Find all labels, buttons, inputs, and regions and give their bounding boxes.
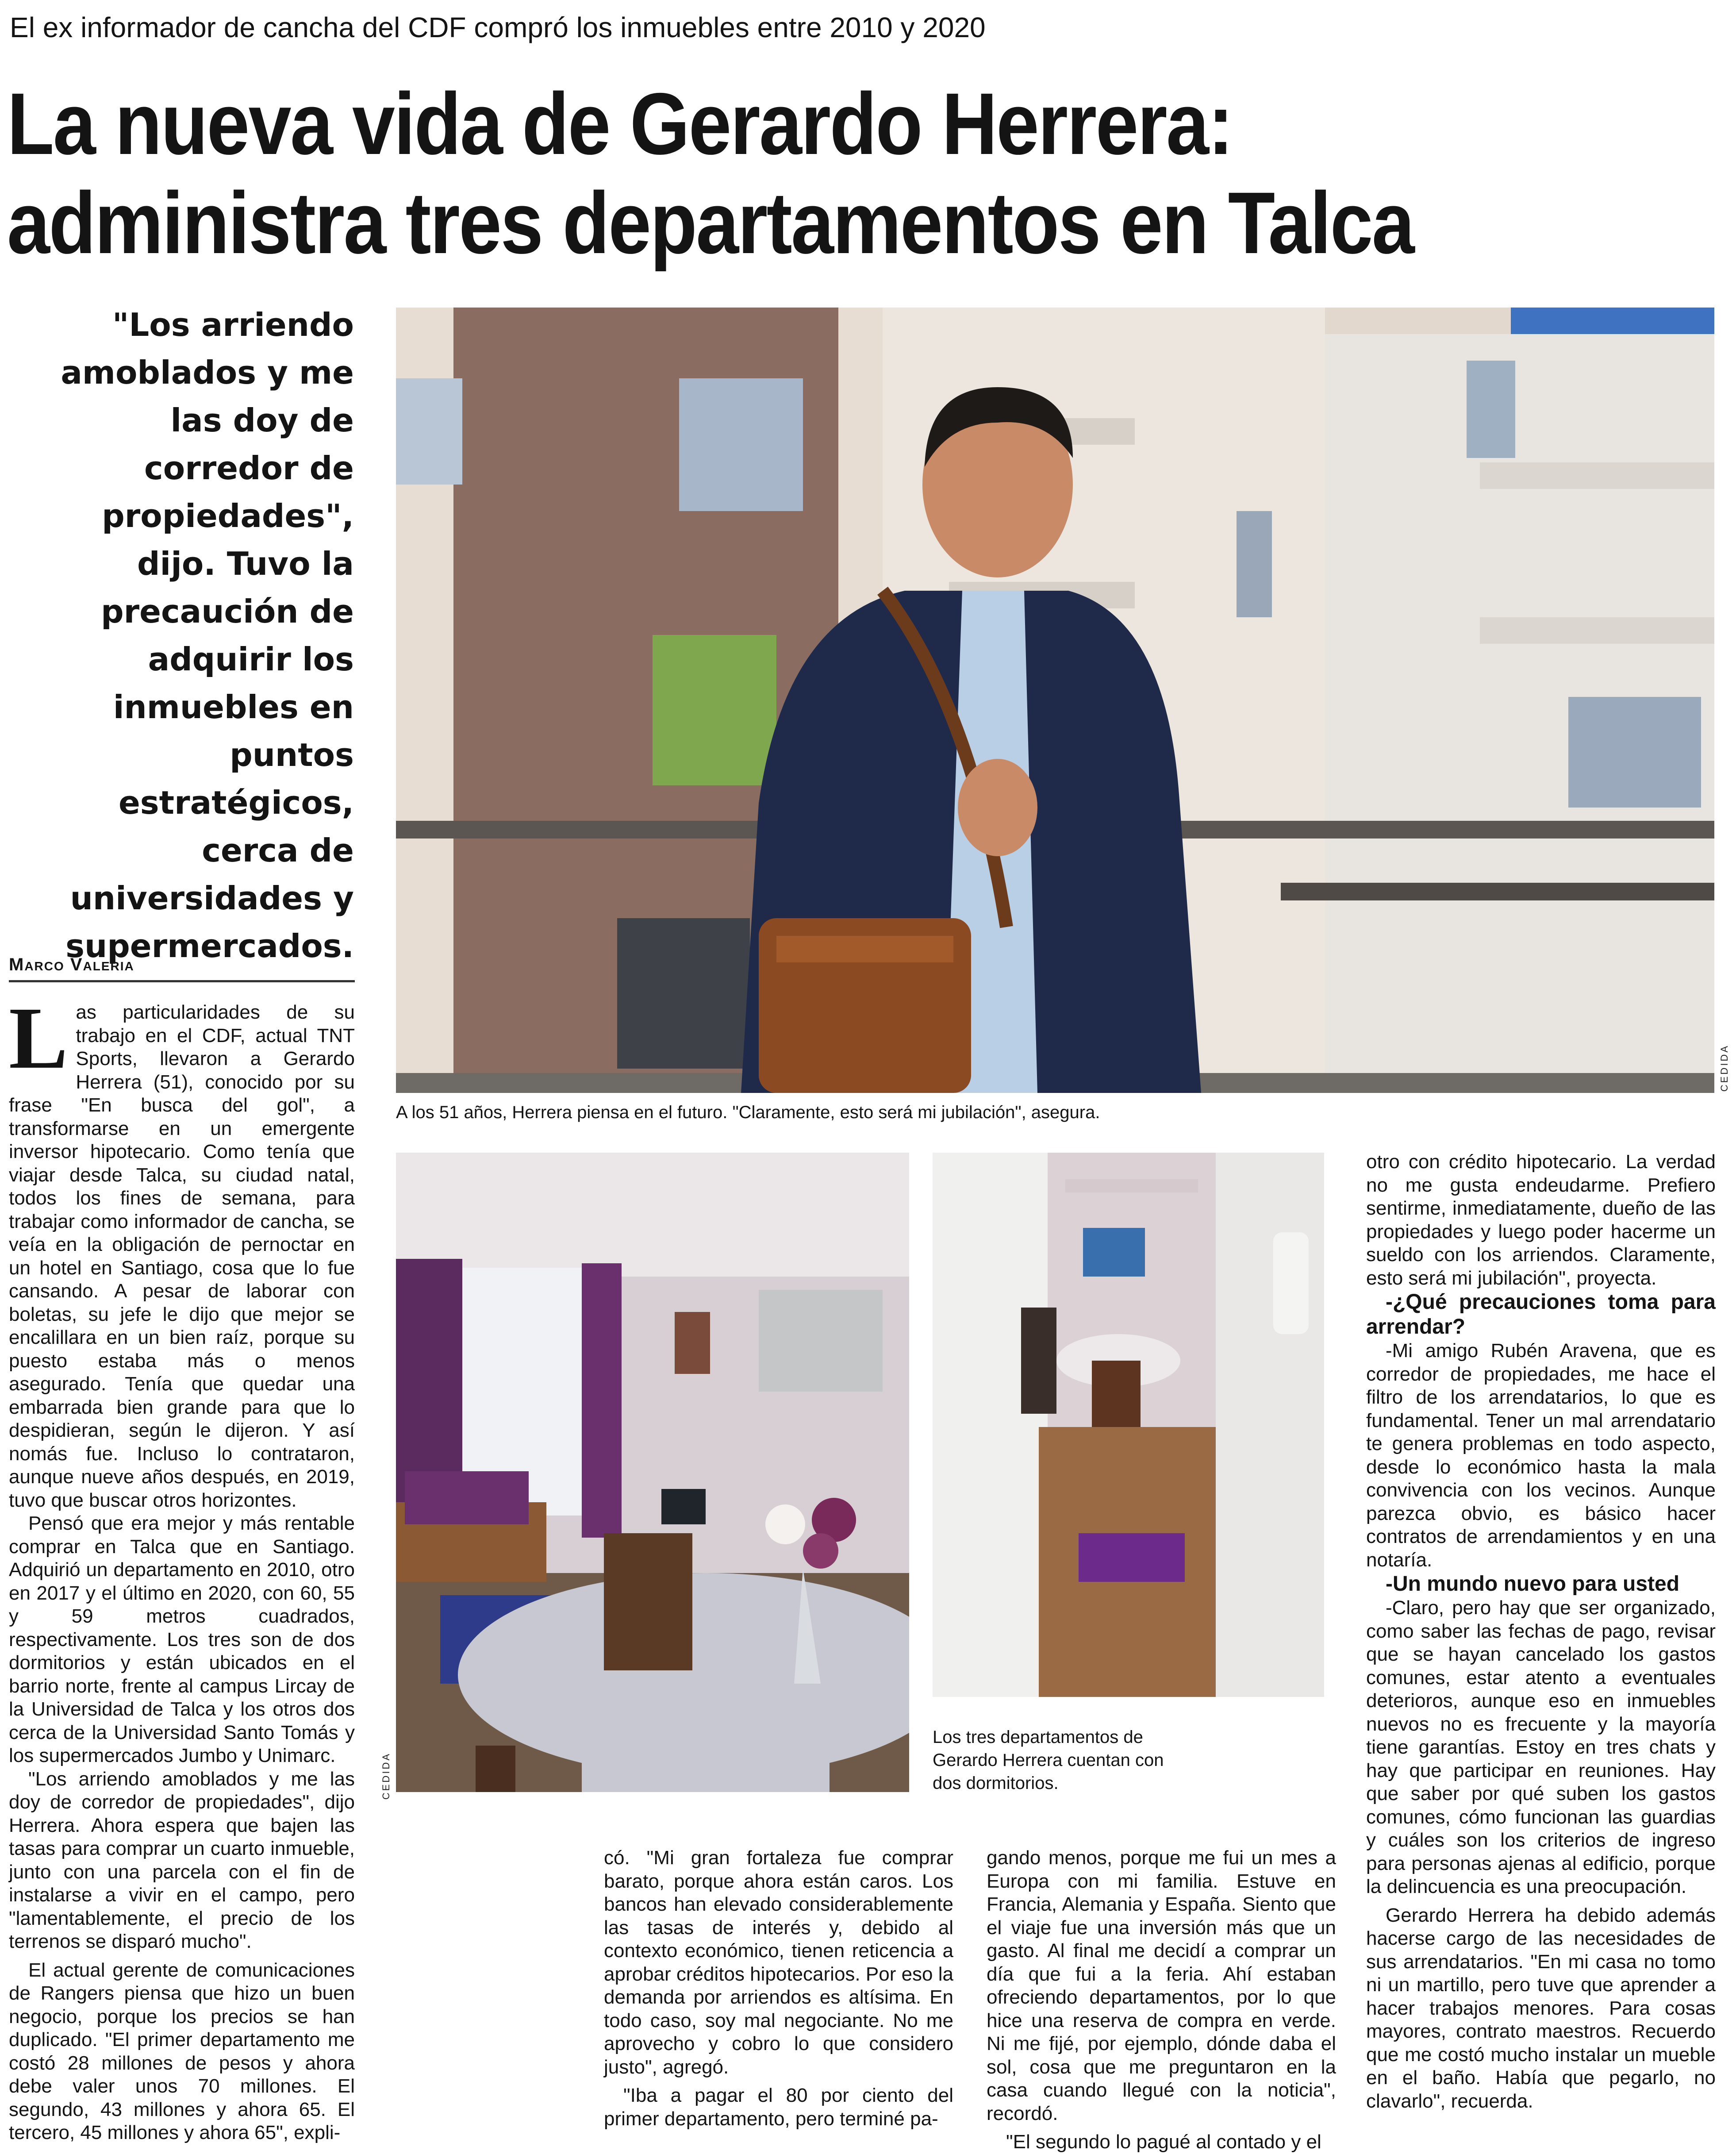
article-column-1 [9,989,355,2145]
paragraph: Gerardo Herrera ha debido además hacerse cargo de las necesidades de sus arrendatarios. "En mi casa no tomo ni un martillo, pero tuve que aprender a hacer trabajos menores. Para cosas mayores, contrato maestros. Recuerdo que me costó mucho instalar un mueble en el baño. Había que pegarlo, no clavarlo", recuerda. [1366,1904,1716,2112]
headline [7,74,1413,273]
interior-photo-credit: CEDIDA [380,1752,392,1800]
paragraph: "Iba a pagar el 80 por ciento del primer departamento, pero terminé pa- [604,2085,953,2130]
paragraph: -Mi amigo Rubén Aravena, que es corredor de propiedades, me hace el filtro de los arrendatarios, lo que es fundamental. Tener un mal arrendatario te genera problemas en todo aspecto, desde lo económico hasta la mala convivencia con los vecinos. Aunque parezca obvio, es básico hacer contratos de arrendamientos y en una notaría. [1366,1340,1716,1571]
drop-cap: L [9,989,68,1087]
paragraph: gando menos, porque me fui un mes a Europa con mi familia. Estuve en Francia, Alemania y España. Siento que el viaje fue una inversión más que un gasto. Al final me decidí a comprar un día que fui a la feria. Ahí estaban ofreciendo departamentos, por lo que hice una reserva de compra en verde. Ni me fijé, por ejemplo, dónde daba el sol, cosa que me preguntaron en la casa cuando llegué con la noticia", recordó. [987,1847,1336,2124]
headline-line-2: administra tres departamentos en Talca [7,174,1414,272]
paragraph: otro con crédito hipotecario. La verdad no me gusta endeudarme. Prefiero sentirme, inmediatamente, dueño de las propiedades y luego poder hacerme un sueldo con los arriendos. Claramente, esto será mi jubilación", proyecta. [1366,1151,1716,1289]
paragraph: El actual gerente de comunicaciones de Rangers piensa que hizo un buen negocio, porque los precios se han duplicado. "El primer departamento me costó 28 millones de pesos y ahora debe valer unos 70 millones. El segundo, 43 millones y ahora 65. El tercero, 45 millones y ahora 65", expli- [9,1959,355,2143]
headline-line-1: La nueva vida de Gerardo Herrera: [7,75,1233,173]
living-room-illustration [396,1153,909,1792]
paragraph: -Claro, pero hay que ser organizado, como saber las fechas de pago, revisar que se hayan cancelado los gastos comunes, estar atento a eventuales deterioros, aunque eso en inmuebles nuevos no es frecuente y la mayoría tiene garantías. Estoy en tres chats y hay que participar en reuniones. Hay que saber por qué suben los gastos comunes, cómo funcionan las guardias y cuáles son los criterios de ingreso para personas ajenas al edificio, porque la delincuencia es una preocupación. [1366,1597,1716,1897]
paragraph-text: as particularidades de su trabajo en el CDF, actual TNT Sports, llevaron a Gerardo Herrera (51), conocido por su frase "En busca del gol", a transformarse en un emergente inversor hipotecario. Como tenía que viajar desde Talca, su ciudad natal, todos los fines de semana, para trabajar como informador de cancha, se veía en la obligación de pernoctar en un hotel en Santiago, cosa que lo fue cansando. A pesar de laborar con boletas, su jefe le dijo que mejor se encalillara en un bien raíz, porque su puesto estaba más o menos asegurado. Tenía que quedar una embarrada bien grande para que lo despidieran, según le dijeron. Y así nomás fue. Incluso lo contrataron, aunque nueve años después, en 2019, tuvo que buscar otros horizontes. [9,1001,355,1511]
paragraph: có. "Mi gran fortaleza fue comprar barato, porque ahora están caros. Los bancos han elevado considerablemente las tasas de interés y, debido al contexto económico, tienen reticencia a aprobar créditos hipotecarios. Por eso la demanda por arriendos es altísima. En todo caso, soy mal negociante. No me aprovecho y cobro lo que considero justo", agregó. [604,1847,953,2078]
hallway-illustration [933,1153,1324,1697]
interior-photo-caption: Los tres departamentos de Gerardo Herrera cuentan con dos dormitorios. [933,1727,1164,1793]
byline: Marco Valeria [9,955,355,982]
article-column-2 [604,1846,953,2131]
interview-question: -Un mundo nuevo para usted [1386,1572,1680,1596]
main-photo-caption: A los 51 años, Herrera piensa en el futuro. "Claramente, esto será mi jubilación", asegura. [396,1103,1100,1122]
paragraph [9,989,355,1512]
paragraph: "Los arriendo amoblados y me las doy de corredor de propiedades", dijo Herrera. Ahora espera que bajen las tasas para comprar un cuarto inmueble, junto con una parcela con el fin de instalarse a vivir en el campo, pero "lamentablemente, el precio de los terrenos se disparó mucho". [9,1768,355,1952]
kicker: El ex informador de cancha del CDF compró los inmuebles entre 2010 y 2020 [10,12,986,43]
article-column-3 [987,1846,1336,2154]
paragraph: "El segundo lo pagué al contado y el [1006,2131,1321,2153]
main-photo-illustration [396,308,1714,1093]
interior-photo-living [396,1153,909,1792]
article-column-4 [1366,1150,1716,2113]
pull-quote: "Los arriendo amoblados y me las doy de corredor de propiedades", dijo. Tuvo la precaución de adquirir los inmuebles en puntos estratégicos, cerca de universidades y supermercados. [61,306,354,965]
interview-question: -¿Qué precauciones toma para arrendar? [1366,1290,1716,1339]
paragraph: Pensó que era mejor y más rentable comprar en Talca que en Santiago. Adquirió un departamento en 2010, otro en 2017 y el último en 2020, con 60, 55 y 59 metros cuadrados, respectivamente. Los tres son de dos dormitorios y están ubicados en el barrio norte, frente al campus Lircay de la Universidad de Talca y los otros dos cerca de la Universidad Santo Tomás y los supermercados Jumbo y Unimarc. [9,1512,355,1766]
main-photo-credit: CEDIDA [1719,1044,1730,1092]
interior-photo-hallway [933,1153,1324,1697]
main-photo [396,308,1714,1093]
